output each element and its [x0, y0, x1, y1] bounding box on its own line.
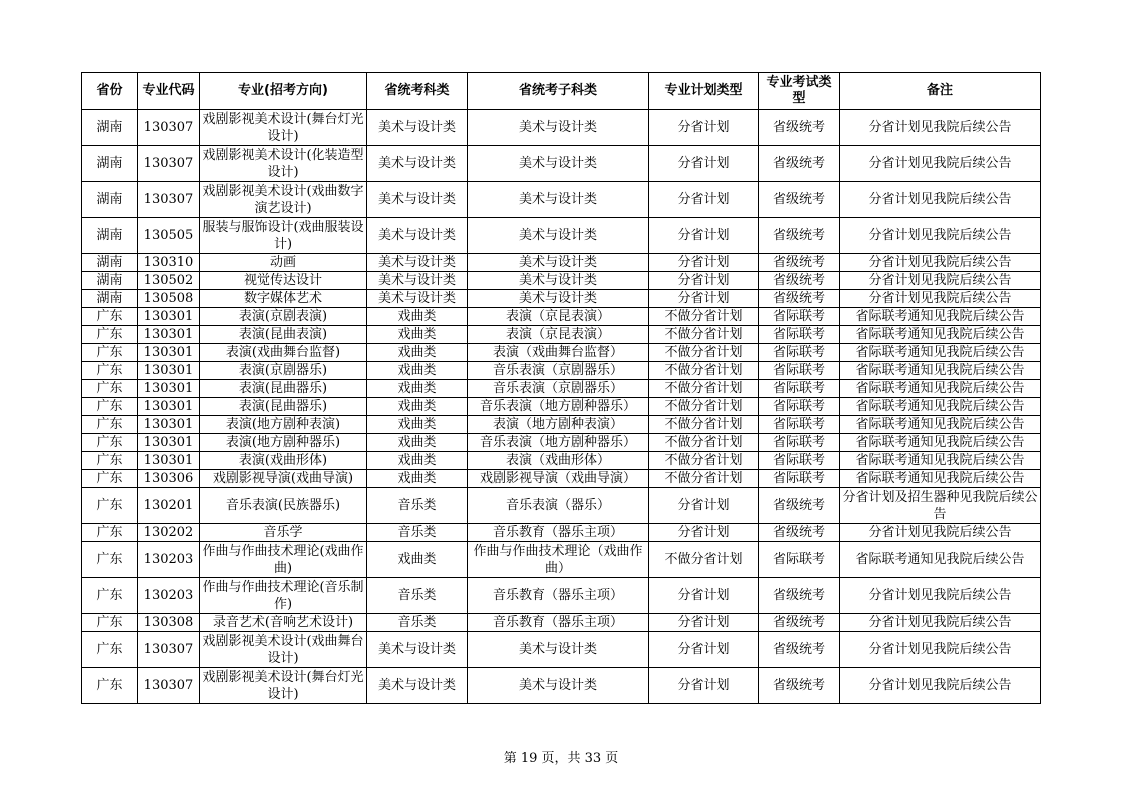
cell-exam-type: 省际联考 [759, 470, 840, 488]
table-row [82, 452, 1041, 470]
cell-major: 戏剧影视美术设计(戏曲舞台设计) [200, 632, 367, 668]
cell-major: 表演(地方剧种器乐) [200, 434, 367, 452]
cell-major: 表演(地方剧种表演) [200, 416, 367, 434]
cell-major-code: 130301 [138, 326, 200, 344]
cell-major-code: 130301 [138, 380, 200, 398]
cell-exam-category: 戏曲类 [367, 542, 468, 578]
cell-exam-category: 音乐类 [367, 524, 468, 542]
cell-province: 广东 [82, 326, 138, 344]
cell-exam-subcategory: 表演（京昆表演） [468, 308, 649, 326]
cell-province: 广东 [82, 524, 138, 542]
cell-exam-type: 省级统考 [759, 218, 840, 254]
cell-major-code: 130301 [138, 344, 200, 362]
cell-exam-type: 省际联考 [759, 362, 840, 380]
cell-remarks: 省际联考通知见我院后续公告 [840, 416, 1041, 434]
table-body [82, 110, 1041, 704]
cell-exam-category: 美术与设计类 [367, 290, 468, 308]
cell-major: 视觉传达设计 [200, 272, 367, 290]
cell-exam-subcategory: 美术与设计类 [468, 110, 649, 146]
cell-exam-type: 省际联考 [759, 326, 840, 344]
cell-major: 表演(昆曲表演) [200, 326, 367, 344]
cell-plan-type: 分省计划 [649, 614, 759, 632]
col-header-province: 省份 [82, 73, 138, 110]
cell-plan-type: 不做分省计划 [649, 362, 759, 380]
cell-plan-type: 分省计划 [649, 110, 759, 146]
cell-major-code: 130301 [138, 452, 200, 470]
cell-plan-type: 不做分省计划 [649, 416, 759, 434]
cell-exam-subcategory: 美术与设计类 [468, 272, 649, 290]
cell-remarks: 分省计划及招生器种见我院后续公告 [840, 488, 1041, 524]
table-row [82, 308, 1041, 326]
cell-exam-subcategory: 表演（戏曲舞台监督） [468, 344, 649, 362]
cell-exam-type: 省际联考 [759, 308, 840, 326]
cell-exam-category: 音乐类 [367, 578, 468, 614]
table-row [82, 110, 1041, 146]
cell-remarks: 分省计划见我院后续公告 [840, 632, 1041, 668]
cell-remarks: 分省计划见我院后续公告 [840, 614, 1041, 632]
table-row [82, 362, 1041, 380]
cell-exam-category: 戏曲类 [367, 398, 468, 416]
cell-major: 作曲与作曲技术理论(音乐制作) [200, 578, 367, 614]
cell-exam-category: 戏曲类 [367, 380, 468, 398]
cell-major: 表演(昆曲器乐) [200, 380, 367, 398]
cell-exam-category: 美术与设计类 [367, 146, 468, 182]
cell-remarks: 分省计划见我院后续公告 [840, 272, 1041, 290]
cell-major-code: 130307 [138, 668, 200, 704]
table-row [82, 434, 1041, 452]
table-row [82, 398, 1041, 416]
cell-plan-type: 不做分省计划 [649, 542, 759, 578]
cell-province: 湖南 [82, 218, 138, 254]
cell-exam-type: 省际联考 [759, 344, 840, 362]
cell-exam-subcategory: 美术与设计类 [468, 182, 649, 218]
cell-remarks: 分省计划见我院后续公告 [840, 290, 1041, 308]
cell-province: 广东 [82, 488, 138, 524]
cell-plan-type: 分省计划 [649, 524, 759, 542]
cell-major: 表演(戏曲舞台监督) [200, 344, 367, 362]
cell-exam-subcategory: 音乐表演（器乐） [468, 488, 649, 524]
cell-exam-subcategory: 音乐表演（京剧器乐） [468, 362, 649, 380]
table-row [82, 344, 1041, 362]
cell-province: 广东 [82, 578, 138, 614]
cell-plan-type: 分省计划 [649, 272, 759, 290]
cell-province: 广东 [82, 344, 138, 362]
cell-exam-type: 省级统考 [759, 578, 840, 614]
cell-exam-category: 美术与设计类 [367, 272, 468, 290]
cell-major-code: 130502 [138, 272, 200, 290]
cell-plan-type: 不做分省计划 [649, 398, 759, 416]
cell-major-code: 130301 [138, 308, 200, 326]
cell-exam-type: 省级统考 [759, 524, 840, 542]
cell-province: 湖南 [82, 290, 138, 308]
cell-plan-type: 不做分省计划 [649, 452, 759, 470]
cell-exam-type: 省级统考 [759, 488, 840, 524]
cell-province: 湖南 [82, 254, 138, 272]
cell-major-code: 130310 [138, 254, 200, 272]
cell-province: 广东 [82, 668, 138, 704]
cell-exam-category: 美术与设计类 [367, 632, 468, 668]
cell-plan-type: 分省计划 [649, 488, 759, 524]
cell-exam-category: 戏曲类 [367, 362, 468, 380]
cell-plan-type: 不做分省计划 [649, 326, 759, 344]
cell-exam-category: 戏曲类 [367, 416, 468, 434]
table-row [82, 380, 1041, 398]
table-row [82, 470, 1041, 488]
table-row [82, 272, 1041, 290]
cell-remarks: 省际联考通知见我院后续公告 [840, 308, 1041, 326]
cell-exam-type: 省级统考 [759, 110, 840, 146]
cell-major: 录音艺术(音响艺术设计) [200, 614, 367, 632]
cell-exam-subcategory: 表演（地方剧种表演） [468, 416, 649, 434]
table-row [82, 254, 1041, 272]
cell-exam-subcategory: 戏剧影视导演（戏曲导演） [468, 470, 649, 488]
cell-exam-category: 戏曲类 [367, 344, 468, 362]
cell-province: 广东 [82, 632, 138, 668]
cell-exam-type: 省际联考 [759, 398, 840, 416]
col-header-exam-type: 专业考试类型 [759, 73, 840, 110]
cell-exam-category: 美术与设计类 [367, 218, 468, 254]
cell-plan-type: 分省计划 [649, 254, 759, 272]
cell-plan-type: 不做分省计划 [649, 434, 759, 452]
cell-exam-subcategory: 美术与设计类 [468, 218, 649, 254]
cell-exam-type: 省级统考 [759, 632, 840, 668]
cell-plan-type: 分省计划 [649, 632, 759, 668]
cell-major-code: 130203 [138, 542, 200, 578]
table-row [82, 218, 1041, 254]
cell-major: 作曲与作曲技术理论(戏曲作曲) [200, 542, 367, 578]
cell-remarks: 分省计划见我院后续公告 [840, 182, 1041, 218]
cell-province: 广东 [82, 434, 138, 452]
cell-province: 湖南 [82, 182, 138, 218]
cell-plan-type: 不做分省计划 [649, 344, 759, 362]
cell-remarks: 分省计划见我院后续公告 [840, 578, 1041, 614]
cell-major-code: 130307 [138, 632, 200, 668]
cell-province: 广东 [82, 308, 138, 326]
cell-plan-type: 分省计划 [649, 218, 759, 254]
cell-exam-subcategory: 音乐教育（器乐主项） [468, 614, 649, 632]
cell-exam-category: 戏曲类 [367, 326, 468, 344]
cell-plan-type: 不做分省计划 [649, 380, 759, 398]
table-row [82, 488, 1041, 524]
cell-province: 湖南 [82, 272, 138, 290]
admissions-table [81, 72, 1041, 704]
cell-exam-category: 戏曲类 [367, 308, 468, 326]
table-row [82, 524, 1041, 542]
cell-exam-type: 省际联考 [759, 542, 840, 578]
table-row [82, 416, 1041, 434]
col-header-plan-type: 专业计划类型 [649, 73, 759, 110]
cell-province: 广东 [82, 470, 138, 488]
cell-province: 广东 [82, 614, 138, 632]
col-header-exam-subcategory: 省统考子科类 [468, 73, 649, 110]
cell-exam-type: 省级统考 [759, 290, 840, 308]
cell-major: 数字媒体艺术 [200, 290, 367, 308]
cell-major-code: 130301 [138, 434, 200, 452]
cell-exam-subcategory: 美术与设计类 [468, 254, 649, 272]
cell-exam-subcategory: 美术与设计类 [468, 632, 649, 668]
cell-major-code: 130301 [138, 416, 200, 434]
cell-major-code: 130307 [138, 146, 200, 182]
cell-major-code: 130307 [138, 182, 200, 218]
cell-major-code: 130308 [138, 614, 200, 632]
cell-major: 服装与服饰设计(戏曲服装设计) [200, 218, 367, 254]
table-row [82, 632, 1041, 668]
page-number: 第 19 页，共 33 页 [503, 751, 619, 766]
cell-major: 戏剧影视导演(戏曲导演) [200, 470, 367, 488]
cell-province: 广东 [82, 416, 138, 434]
cell-major-code: 130301 [138, 398, 200, 416]
cell-exam-subcategory: 音乐表演（地方剧种器乐） [468, 398, 649, 416]
header-row [82, 73, 1041, 110]
cell-exam-category: 美术与设计类 [367, 182, 468, 218]
cell-exam-subcategory: 表演（京昆表演） [468, 326, 649, 344]
cell-remarks: 省际联考通知见我院后续公告 [840, 398, 1041, 416]
col-header-remarks: 备注 [840, 73, 1041, 110]
cell-plan-type: 分省计划 [649, 146, 759, 182]
cell-exam-type: 省际联考 [759, 380, 840, 398]
cell-remarks: 省际联考通知见我院后续公告 [840, 434, 1041, 452]
cell-major-code: 130505 [138, 218, 200, 254]
cell-major-code: 130202 [138, 524, 200, 542]
cell-major: 戏剧影视美术设计(舞台灯光设计) [200, 110, 367, 146]
cell-plan-type: 不做分省计划 [649, 470, 759, 488]
cell-exam-type: 省级统考 [759, 254, 840, 272]
cell-exam-category: 音乐类 [367, 488, 468, 524]
cell-exam-type: 省级统考 [759, 146, 840, 182]
cell-major: 表演(昆曲器乐) [200, 398, 367, 416]
table-row [82, 146, 1041, 182]
table-row [82, 668, 1041, 704]
cell-exam-subcategory: 音乐教育（器乐主项） [468, 578, 649, 614]
cell-exam-subcategory: 音乐表演（地方剧种器乐） [468, 434, 649, 452]
cell-remarks: 省际联考通知见我院后续公告 [840, 542, 1041, 578]
cell-exam-type: 省际联考 [759, 452, 840, 470]
cell-plan-type: 分省计划 [649, 182, 759, 218]
col-header-major: 专业(招考方向) [200, 73, 367, 110]
cell-major: 戏剧影视美术设计(化装造型设计) [200, 146, 367, 182]
cell-province: 广东 [82, 380, 138, 398]
table-row [82, 290, 1041, 308]
cell-plan-type: 分省计划 [649, 578, 759, 614]
cell-remarks: 省际联考通知见我院后续公告 [840, 362, 1041, 380]
cell-major: 表演(戏曲形体) [200, 452, 367, 470]
cell-exam-category: 戏曲类 [367, 434, 468, 452]
cell-exam-type: 省际联考 [759, 416, 840, 434]
cell-major-code: 130307 [138, 110, 200, 146]
cell-major: 戏剧影视美术设计(戏曲数字演艺设计) [200, 182, 367, 218]
cell-exam-subcategory: 美术与设计类 [468, 290, 649, 308]
table-row [82, 326, 1041, 344]
cell-province: 湖南 [82, 110, 138, 146]
cell-exam-category: 音乐类 [367, 614, 468, 632]
cell-remarks: 分省计划见我院后续公告 [840, 524, 1041, 542]
table-row [82, 182, 1041, 218]
cell-exam-type: 省级统考 [759, 614, 840, 632]
cell-remarks: 分省计划见我院后续公告 [840, 254, 1041, 272]
cell-exam-category: 戏曲类 [367, 470, 468, 488]
table-row [82, 614, 1041, 632]
cell-major-code: 130201 [138, 488, 200, 524]
cell-exam-subcategory: 作曲与作曲技术理论（戏曲作曲） [468, 542, 649, 578]
cell-exam-category: 美术与设计类 [367, 668, 468, 704]
cell-exam-type: 省级统考 [759, 668, 840, 704]
cell-exam-type: 省际联考 [759, 434, 840, 452]
cell-major: 表演(京剧器乐) [200, 362, 367, 380]
cell-plan-type: 分省计划 [649, 668, 759, 704]
cell-major: 动画 [200, 254, 367, 272]
cell-province: 湖南 [82, 146, 138, 182]
cell-remarks: 省际联考通知见我院后续公告 [840, 326, 1041, 344]
cell-major-code: 130301 [138, 362, 200, 380]
cell-remarks: 分省计划见我院后续公告 [840, 110, 1041, 146]
cell-major: 表演(京剧表演) [200, 308, 367, 326]
cell-exam-subcategory: 美术与设计类 [468, 668, 649, 704]
cell-remarks: 分省计划见我院后续公告 [840, 146, 1041, 182]
cell-province: 广东 [82, 542, 138, 578]
col-header-major-code: 专业代码 [138, 73, 200, 110]
cell-remarks: 省际联考通知见我院后续公告 [840, 380, 1041, 398]
cell-exam-subcategory: 音乐教育（器乐主项） [468, 524, 649, 542]
cell-plan-type: 分省计划 [649, 290, 759, 308]
cell-exam-category: 戏曲类 [367, 452, 468, 470]
table-row [82, 542, 1041, 578]
cell-remarks: 省际联考通知见我院后续公告 [840, 344, 1041, 362]
cell-remarks: 省际联考通知见我院后续公告 [840, 470, 1041, 488]
cell-major-code: 130508 [138, 290, 200, 308]
cell-major-code: 130203 [138, 578, 200, 614]
cell-province: 广东 [82, 362, 138, 380]
cell-remarks: 分省计划见我院后续公告 [840, 218, 1041, 254]
cell-exam-type: 省级统考 [759, 272, 840, 290]
cell-province: 广东 [82, 398, 138, 416]
cell-remarks: 省际联考通知见我院后续公告 [840, 452, 1041, 470]
cell-exam-category: 美术与设计类 [367, 254, 468, 272]
cell-exam-subcategory: 美术与设计类 [468, 146, 649, 182]
cell-exam-category: 美术与设计类 [367, 110, 468, 146]
cell-major: 音乐表演(民族器乐) [200, 488, 367, 524]
cell-major-code: 130306 [138, 470, 200, 488]
cell-major: 音乐学 [200, 524, 367, 542]
cell-exam-subcategory: 音乐表演（京剧器乐） [468, 380, 649, 398]
cell-major: 戏剧影视美术设计(舞台灯光设计) [200, 668, 367, 704]
cell-remarks: 分省计划见我院后续公告 [840, 668, 1041, 704]
cell-exam-type: 省级统考 [759, 182, 840, 218]
cell-plan-type: 不做分省计划 [649, 308, 759, 326]
cell-province: 广东 [82, 452, 138, 470]
cell-exam-subcategory: 表演（戏曲形体） [468, 452, 649, 470]
col-header-exam-category: 省统考科类 [367, 73, 468, 110]
table-row [82, 578, 1041, 614]
